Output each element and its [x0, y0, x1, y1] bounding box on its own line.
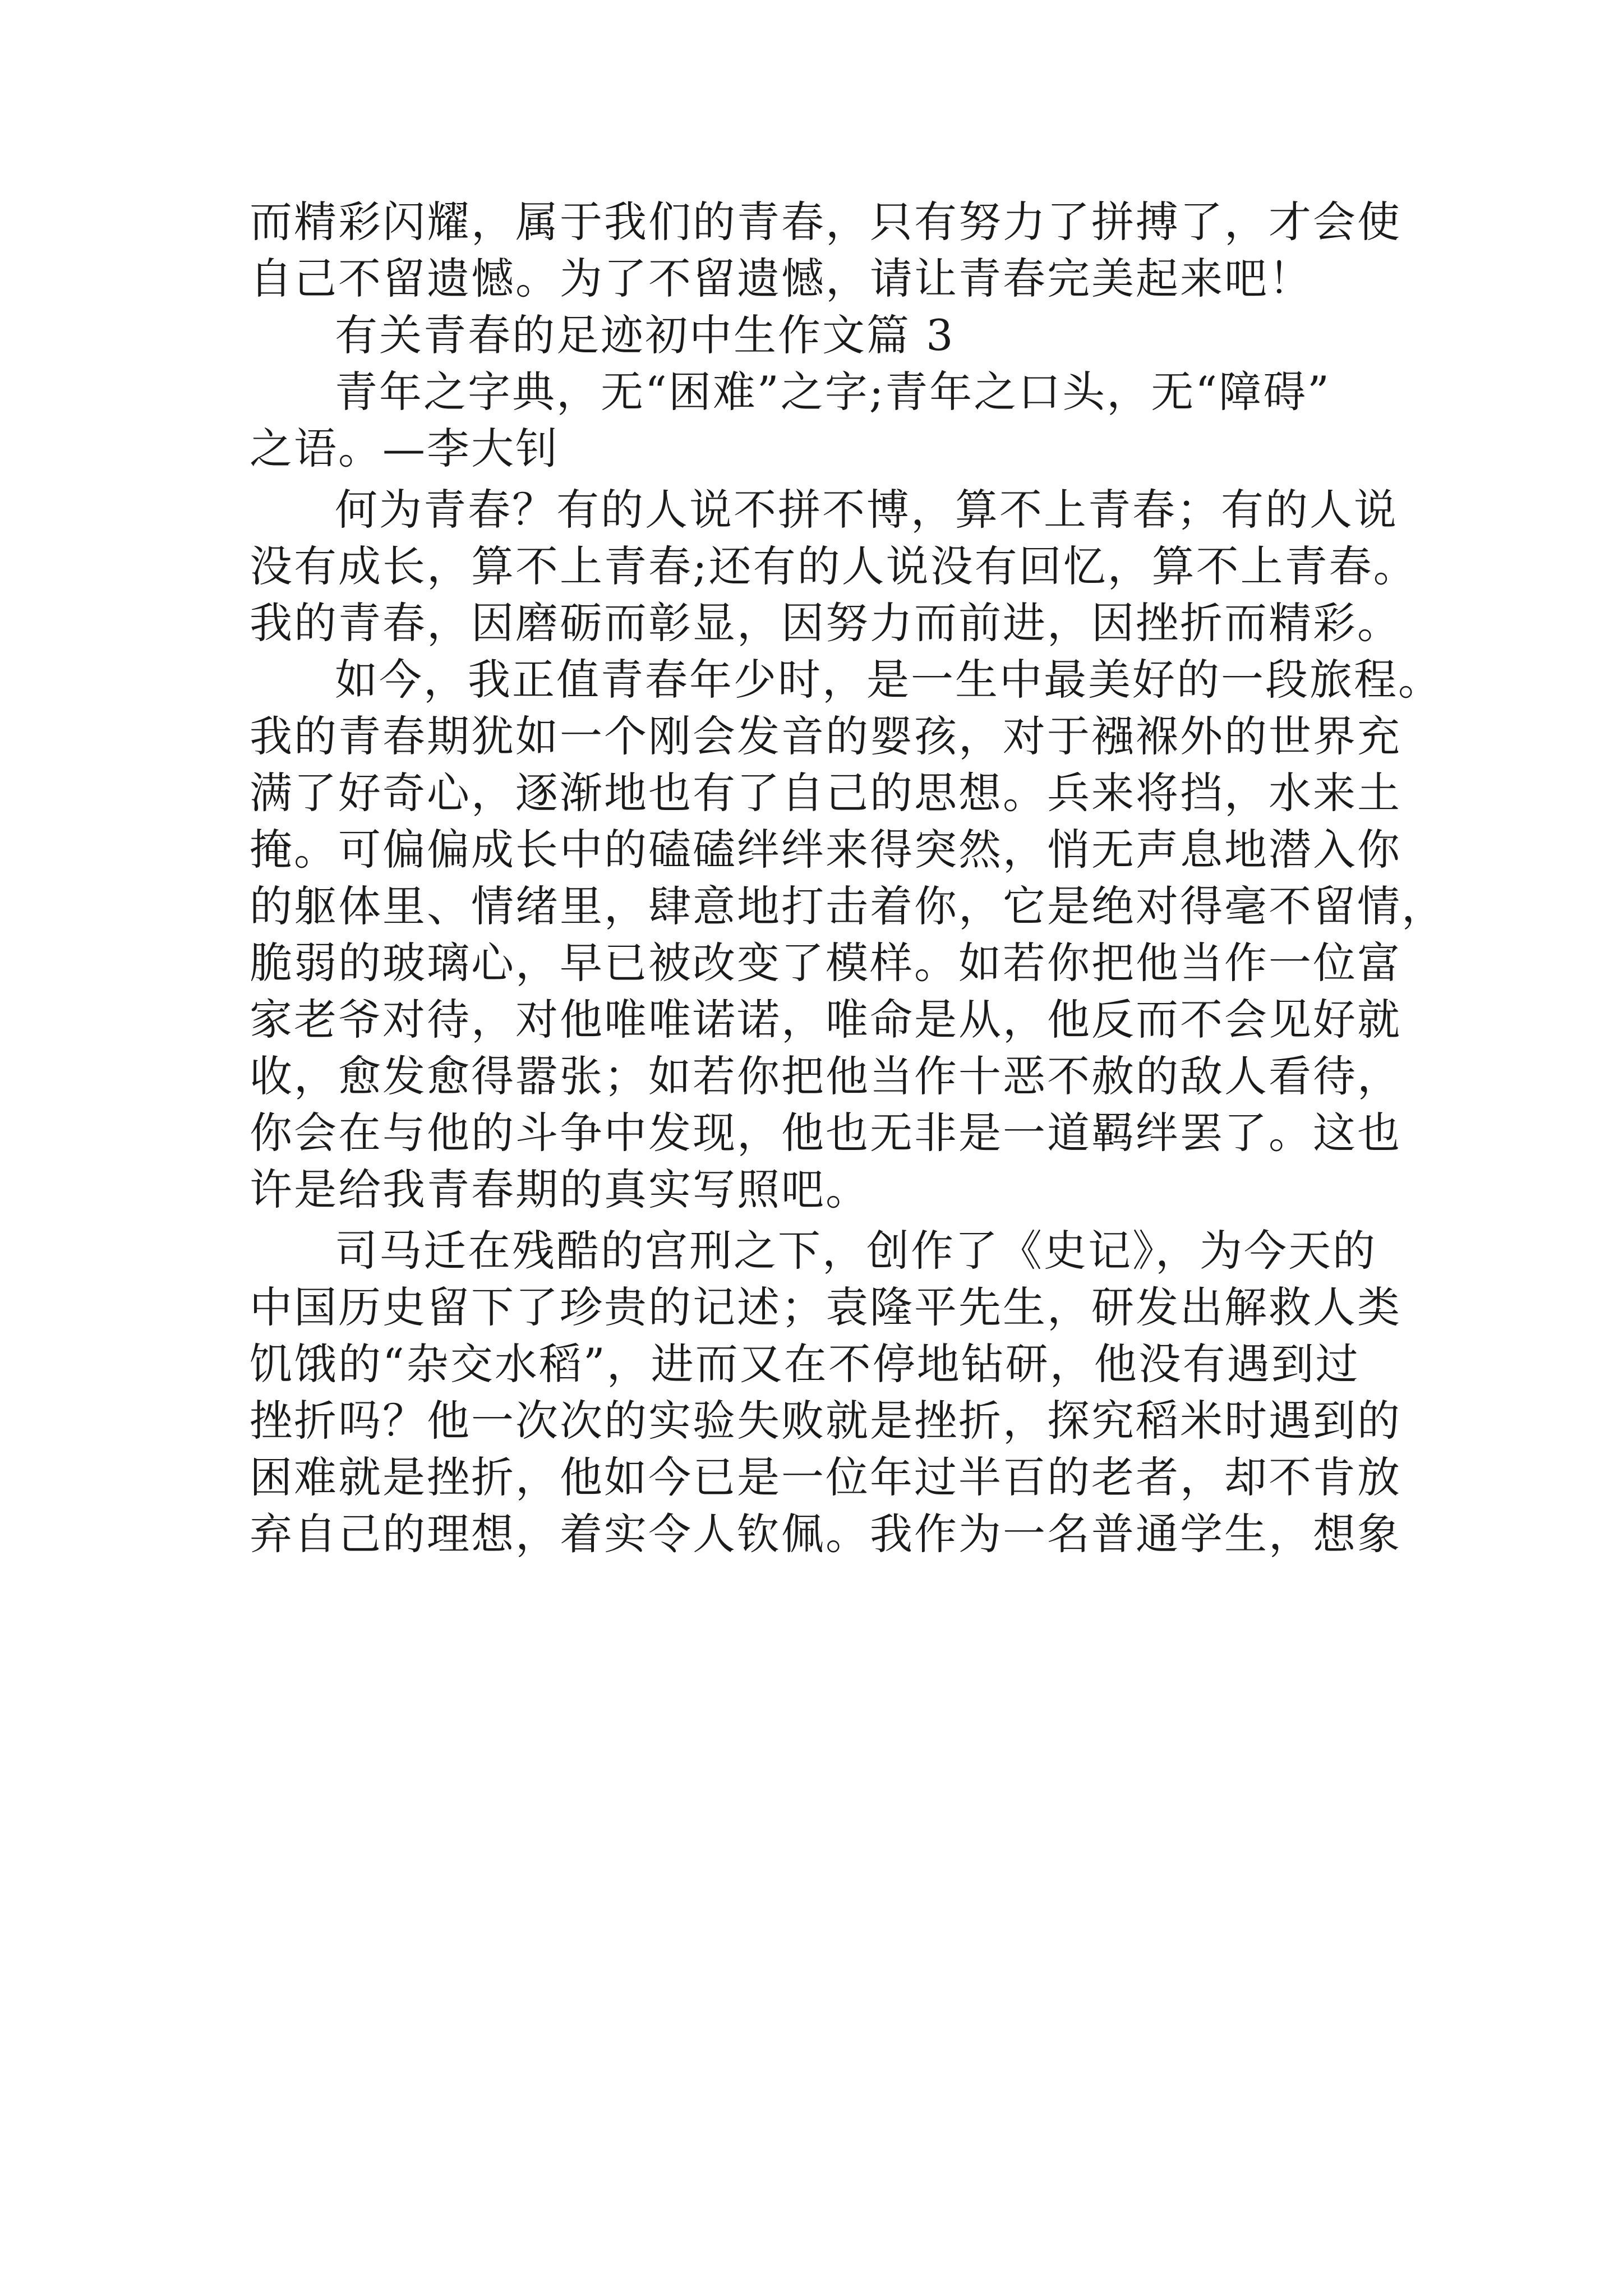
body-line: 挫折吗？他一次次的实验失败就是挫折，探究稻米时遇到的	[250, 1396, 1401, 1446]
document-body	[250, 194, 1446, 1562]
body-line: 我的青春期犹如一个刚会发音的婴孩，对于襁褓外的世界充	[250, 711, 1401, 761]
body-line: 自己不留遗憾。为了不留遗憾，请让青春完美起来吧！	[250, 254, 1313, 303]
body-line: 如今，我正值青春年少时，是一生中最美好的一段旅程。	[335, 655, 1442, 705]
body-line: 满了好奇心，逐渐地也有了自己的思想。兵来将挡，水来土	[250, 768, 1401, 818]
body-line: 许是给我青春期的真实写照吧。	[250, 1165, 870, 1214]
section-heading: 有关青春的足迹初中生作文篇 3	[335, 310, 955, 360]
body-line: 饥饿的“杂交水稻”，进而又在不停地钻研，他没有遇到过	[250, 1339, 1360, 1389]
body-line: 你会在与他的斗争中发现，他也无非是一道羁绊罢了。这也	[250, 1108, 1401, 1158]
body-line: 而精彩闪耀，属于我们的青春，只有努力了拼搏了，才会使	[250, 197, 1401, 247]
body-line: 收，愈发愈得嚣张；如若你把他当作十恶不赦的敌人看待，	[250, 1051, 1401, 1101]
body-line: 弃自己的理想，着实令人钦佩。我作为一名普通学生，想象	[250, 1509, 1401, 1559]
body-line: 我的青春，因磨砺而彰显，因努力而前进，因挫折而精彩。	[250, 598, 1401, 648]
body-line: 脆弱的玻璃心，早已被改变了模样。如若你把他当作一位富	[250, 938, 1401, 988]
quote-line: 青年之字典，无“困难”之字;青年之口头，无“障碍”	[335, 367, 1331, 417]
body-line: 司马迁在残酷的宫刑之下，创作了《史记》，为今天的	[335, 1226, 1377, 1276]
body-line: 中国历史留下了珍贵的记述；袁隆平先生，研发出解救人类	[250, 1282, 1401, 1332]
body-line: 家老爷对待，对他唯唯诺诺，唯命是从，他反而不会见好就	[250, 995, 1401, 1045]
body-line: 的躯体里、情绪里，肆意地打击着你，它是绝对得毫不留情，	[250, 881, 1446, 931]
body-line: 掩。可偏偏成长中的磕磕绊绊来得突然，悄无声息地潜入你	[250, 825, 1401, 875]
body-line: 何为青春？有的人说不拼不博，算不上青春；有的人说	[335, 485, 1398, 535]
body-line: 困难就是挫折，他如今已是一位年过半百的老者，却不肯放	[250, 1452, 1401, 1502]
quote-attribution: 之语。—李大钊	[250, 424, 560, 473]
body-line: 没有成长，算不上青春;还有的人说没有回忆，算不上青春。	[250, 541, 1418, 591]
